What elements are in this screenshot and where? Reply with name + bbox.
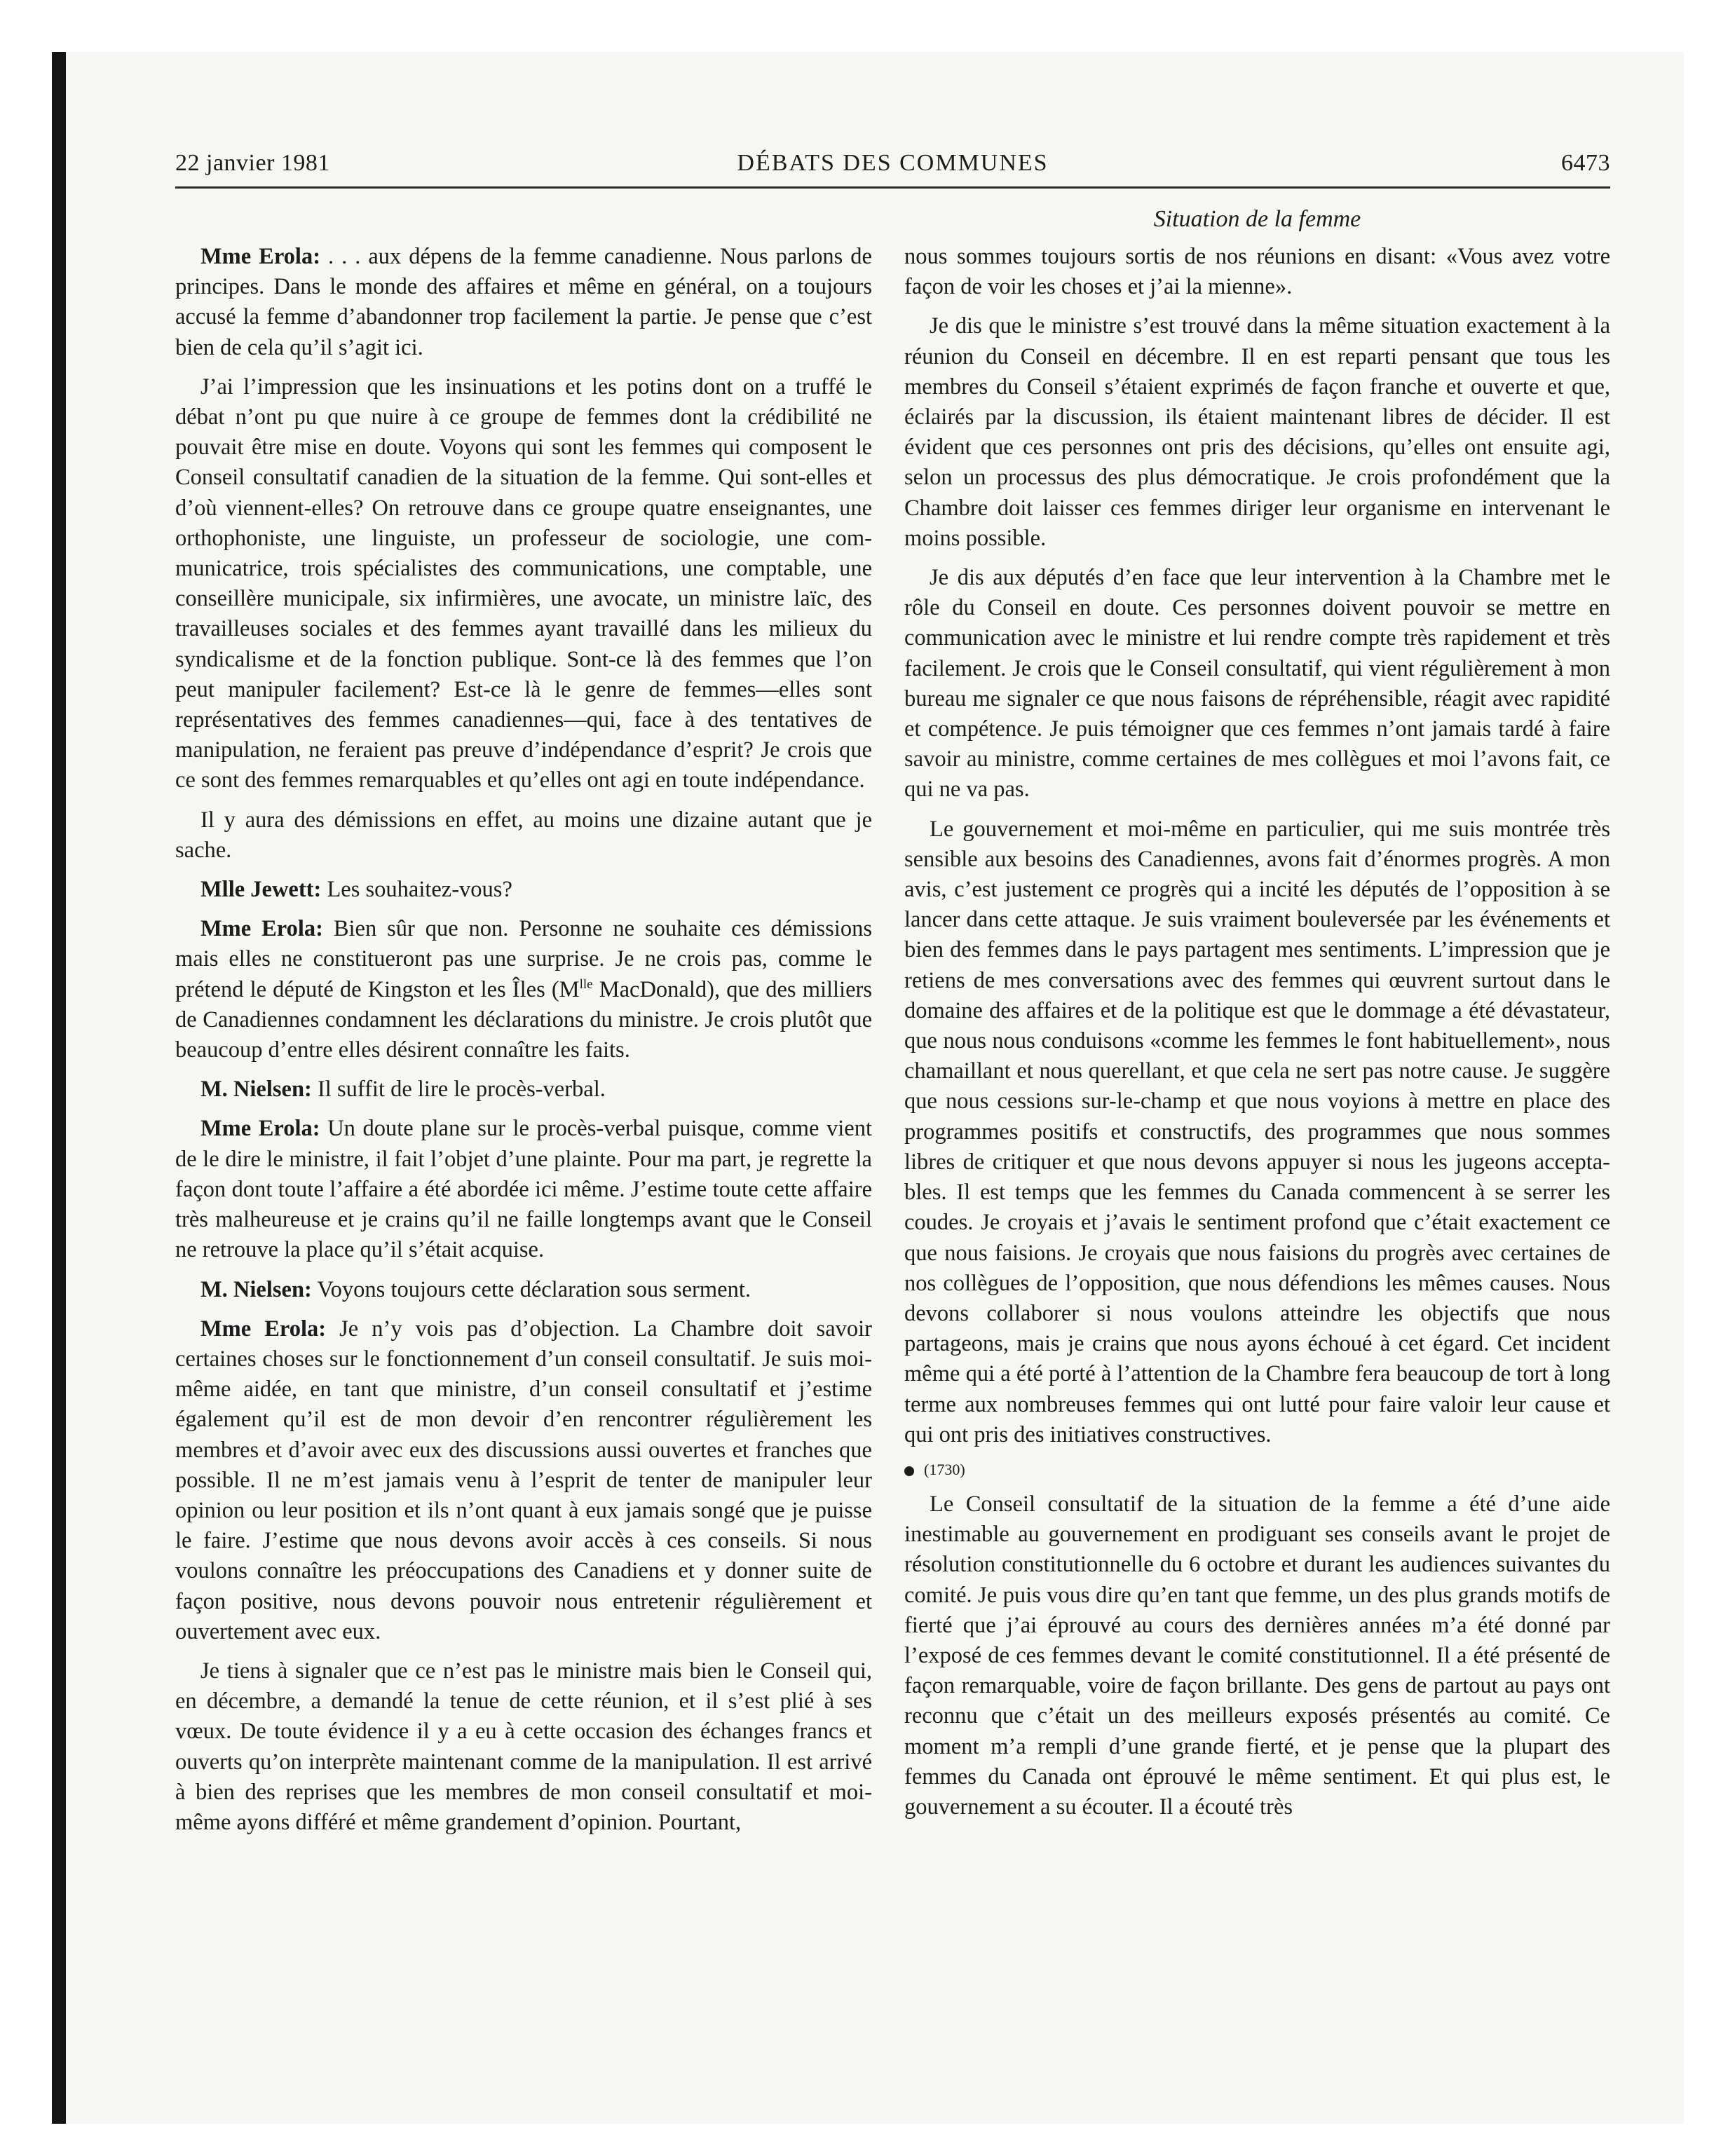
paragraph-text: Il suffit de lire le procès-verbal. [311,1077,606,1103]
bullet-dot-icon [904,1466,914,1476]
paragraph [904,311,1610,554]
speaker-name: Mme Erola: [200,916,323,942]
time-marker-text: (1730) [924,1460,965,1478]
speaker-name: M. Nielsen: [200,1077,312,1103]
paragraph [175,242,872,363]
running-header [175,150,1610,189]
paragraph-text: Le gouvernement et moi-même en particulier, qui me suis montrée très sensible aux besoins des Canadiennes, avons fait d’énormes progrès. A mon avis, c’est justement ce progrès qui a incité les députés de l’opposition à se lancer dans cette attaque. Je suis vraiment bouleversée par les événements et bien des femmes dans le pays partagent mes sentiments. L’impression que je retiens de mes conversations avec des femmes qui œuvrent surtout dans le domaine des affaires et de la politique est que le dommage a été dévastateur, que nous nous conduisons «comme les femmes le font habituellement», nous chamaillant et nous querellant, et que cela ne sert pas notre cause. Je suggère que nous cessions sur-le-champ et que nous voyions à mettre en place des programmes positifs et constructifs, des programmes que nous sommes libres de critiquer et que nous devons appuyer si nous les jugeons acceptables. Il est temps que les femmes du Canada commencent à se serrer les coudes. Je croyais et j’avais le sentiment profond que c’était exactement ce que nous faisions. Je croyais que nous faisions du progrès avec certaines de nos collègues de l’opposition, que nous défendions les mêmes causes. Nous devons collaborer si nous voulons atteindre les objectifs que nous partageons, mais je crains que nous ayons échoué à cet égard. Cet incident même qui a été porté à l’attention de la Chambre fera beaucoup de tort à long terme aux nombreuses femmes qui ont lutté pour faire valoir leur cause et qui ont pris des initiatives constructives. [904,816,1610,1447]
paragraph [175,805,872,866]
right-column [904,242,1610,2120]
superscript: lle [579,976,593,992]
header-page-number: 6473 [1561,150,1610,176]
header-publication: DÉBATS DES COMMUNES [737,150,1049,176]
paragraph [175,1314,872,1647]
time-marker [904,1459,1610,1480]
paragraph-text: MacDonald), que des milliers de Canadiennes condamnent les déclarations du ministre. Je crois plutôt que beaucoup d’entre elles désirent connaître les faits. [175,976,872,1063]
paragraph [175,1275,872,1305]
paragraph-text: Je n’y vois pas d’objection. La Chambre doit savoir certaines choses sur le fonctionnement d’un conseil consultatif. Je suis moi-même aidée, en tant que ministre, d’un conseil consultatif et j’estime également qu’il est de mon devoir d’en rencontrer régulièrement les membres et d’avoir avec eux des discussions aussi ouvertes et franches que possible. Il ne m’est jamais venu à l’esprit de tenter de manipuler leur opinion ou leur position et ils n’ont quant à eux jamais songé que je puisse le faire. J’estime que nous devons avoir accès à ces conseils. Si nous voulons connaître les préoccupations des Canadiens et y donner suite de façon positive, nous devons pouvoir nous entretenir régulièrement et ouvertement avec eux. [175,1316,872,1644]
paragraph-text: Je dis que le ministre s’est trouvé dans la même situation exactement à la réunion du Conseil en décembre. Il en est reparti pensant que tous les membres du Conseil s’étaient exprimés de façon franche et ouverte et que, éclairés par la discussion, ils étaient maintenant libres de décider. Il est évident que ces personnes ont pris des décisions, qu’elles ont ensuite agi, selon un processus des plus démocratique. Je crois profondément que la Chambre doit laisser ces femmes diriger leur organisme en intervenant le moins possible. [904,313,1610,551]
paragraph-text: Je dis aux députés d’en face que leur intervention à la Chambre met le rôle du Conseil en doute. Ces personnes doivent pouvoir se mettre en communication avec le ministre et lui rendre compte très rapidement et très facilement. Je crois que le Conseil consultatif, qui vient régulièrement à mon bureau me signaler ce que nous faisons de répréhensible, réagit avec rapidité et compétence. Je puis témoigner que ces femmes n’ont jamais tardé à faire savoir au ministre, comme certaines de mes collègues et moi l’avons fait, ce qui ne va pas. [904,565,1610,803]
speaker-name: Mme Erola: [200,244,321,269]
paragraph [904,814,1610,1450]
paragraph [904,242,1610,302]
paragraph [175,914,872,1065]
speaker-name: Mme Erola: [200,1116,320,1142]
paragraph-text: nous sommes toujours sortis de nos réunions en disant: «Vous avez votre façon de voir les choses et j’ai la mienne». [904,244,1610,300]
paragraph-text: Le Conseil consultatif de la situation de la femme a été d’une aide inestimable au gouvernement en prodiguant ses conseils avant le projet de résolution constitutionnelle du 6 octobre et durant les audiences suivantes du comité. Je puis vous dire qu’en tant que femme, un des plus grands motifs de fierté que j’ai éprouvé au cours des dernières années m’a été donné par l’exposé de ces femmes devant le comité constitutionnel. Il a été présenté de façon remarquable, voire de façon brillante. Des gens de partout au pays ont reconnu que c’était un des meilleurs exposés présentés au comité. Ce moment m’a rempli d’une grande fierté, et je pense que la plupart des femmes du Canada ont éprouvé le même sentiment. Et qui plus est, le gouvernement a su écouter. Il a écouté très [904,1491,1610,1820]
paragraph-text: Je tiens à signaler que ce n’est pas le ministre mais bien le Conseil qui, en décembre, a demandé la tenue de cette réunion, et il s’est plié à ses vœux. De toute évidence il y a eu à cette occasion des échanges francs et ouverts qu’on interprète maintenant comme de la manipulation. Il est arrivé à bien des reprises que les membres de mon conseil consultatif et moi-même ayons différé et même grandement d’opinion. Pourtant, [175,1658,872,1835]
paragraph-text: J’ai l’impression que les insinuations et les potins dont on a truffé le débat n’ont pu que nuire à ce groupe de femmes dont la crédibilité ne pouvait être mise en doute. Voyons qui sont les femmes qui composent le Conseil consultatif canadien de la situation de la femme. Qui sont-elles et d’où viennent-elles? On retrouve dans ce groupe quatre enseignantes, une orthophoniste, une linguiste, un professeur de sociologie, une communicatrice, trois spécialistes des communications, une comptable, une conseillère municipale, six infirmières, une avocate, un ministre laïc, des travailleuses sociales et des femmes ayant travaillé dans les milieux du syndicalisme et de la fonction publique. Sont-ce là des femmes que l’on peut manipuler facilement? Est-ce là le genre de femmes—elles sont représentatives des femmes canadiennes—qui, face à des tentatives de manipulation, ne feraient pas preuve d’indépendance d’esprit? Je crois que ce sont des femmes remarquables et qu’elles ont agi en toute indépendance. [175,374,872,793]
section-title: Situation de la femme [1153,206,1361,232]
paragraph [904,563,1610,805]
paragraph-text: Bien sûr que non. Personne ne souhaite ces démissions mais elles ne constitueront pas une surprise. Je ne crois pas, comme le prétend le député de Kingston et les Îles (M [175,916,872,1002]
paragraph [175,372,872,796]
paragraph-text: Les souhaitez-vous? [321,877,512,903]
paragraph [175,875,872,905]
header-date: 22 janvier 1981 [175,150,330,176]
paragraph [175,1114,872,1265]
speaker-name: Mlle Jewett: [200,877,322,903]
paragraph-text: Il y aura des démissions en effet, au moins une dizaine autant que je sache. [175,807,872,863]
paragraph [175,1074,872,1105]
paragraph [904,1489,1610,1822]
speaker-name: Mme Erola: [200,1316,327,1342]
paragraph [175,1656,872,1838]
speaker-name: M. Nielsen: [200,1276,312,1302]
paragraph-text: . . . aux dépens de la femme canadienne. Nous parlons de principes. Dans le monde des affaires et même en général, on a toujours accusé la femme d’abandonner trop facilement la partie. Je pense que c’est bien de cela qu’il s’agit ici. [175,244,872,360]
paragraph-text: Un doute plane sur le procès-verbal puisque, comme vient de le dire le ministre, il fait l’objet d’une plainte. Pour ma part, je regrette la façon dont toute l’affaire a été abordée ici même. J’estime toute cette affaire très malheureuse et je crains qu’il ne faille longtemps avant que le Conseil ne retrouve la place qu’il s’était acquise. [175,1116,872,1263]
paragraph-text: Voyons toujours cette déclaration sous serment. [311,1276,751,1302]
left-column [175,242,872,2120]
